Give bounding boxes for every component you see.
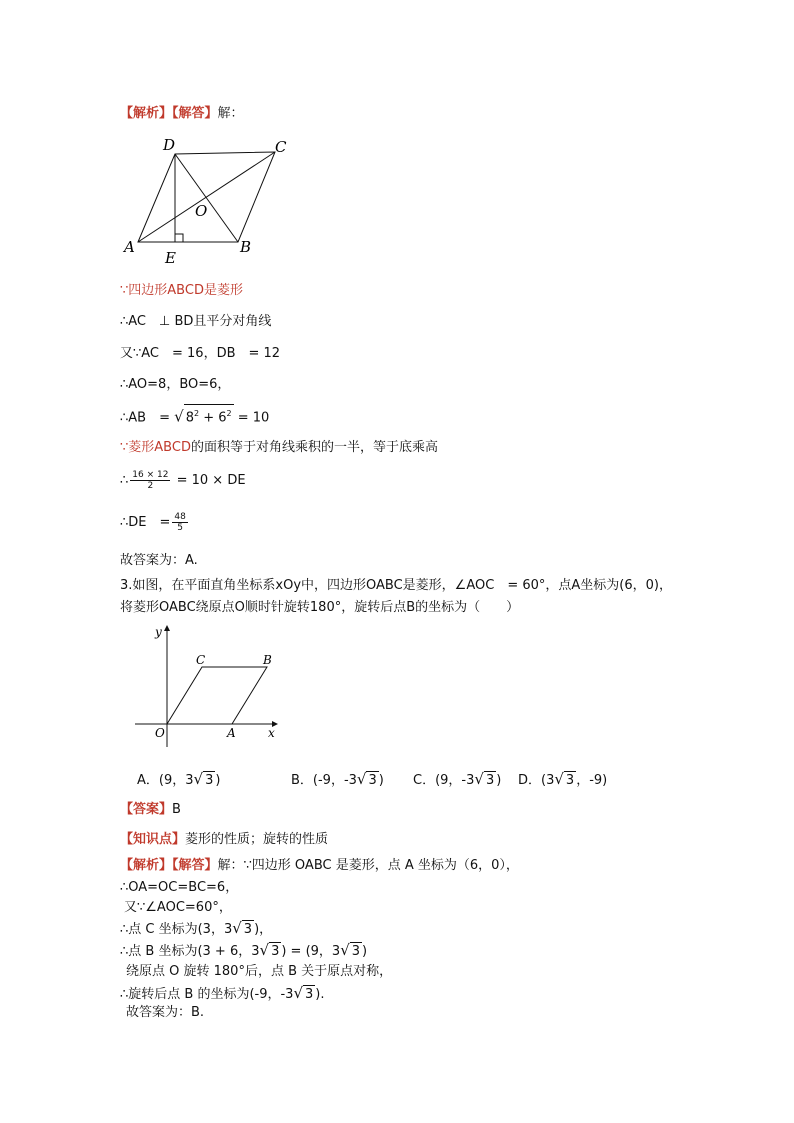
rhombus-abcd-figure (115, 132, 300, 267)
question-3-line-1: 3.如图，在平面直角坐标系xOy中，四边形OABC是菱形，∠AOC = 60°，点A坐标为(6，0)， (120, 578, 672, 593)
answer-line: 【答案】B (120, 802, 181, 817)
sol2-step-4: ∴点 B 坐标为(3 + 6，3√ 3 ) = (9，3√ 3 ) (120, 941, 368, 959)
label-d: D (163, 136, 176, 154)
conclusion-1: 故答案为：A. (120, 553, 198, 568)
option-a[interactable]: A．(9，3√ 3 ) (137, 770, 221, 788)
analysis-tag: 【解析】 (120, 106, 173, 121)
sol2-conclusion: 故答案为：B. (126, 1005, 205, 1020)
rhombus-oabc (167, 667, 267, 724)
sol2-step-3: ∴点 C 坐标为(3，3√ 3 )， (120, 919, 273, 937)
option-b[interactable]: B．(-9，-3√ 3 ) (291, 770, 384, 788)
solution-header (120, 105, 244, 123)
sol2-step-1: ∴OA=OC=BC=6， (120, 880, 239, 895)
step-3: 又∵AC = 16，DB = 12 (120, 346, 281, 361)
step-1: ∵四边形ABCD是菱形 (120, 283, 243, 298)
coordinate-figure (135, 622, 285, 747)
step-6: ∵菱形ABCD的面积等于对角线乘积的一半，等于底乘高 (120, 440, 438, 455)
step-5: ∴AB = √ $8^2 + 6^2 = 10$ (120, 404, 269, 427)
diagonal-db (175, 154, 238, 242)
label-x: x (268, 726, 275, 740)
option-d[interactable]: D．(3√ 3 ，-9) (518, 770, 608, 788)
solution-2-header: 【解析】【解答】解：∵四边形 OABC 是菱形，点 A 坐标为（6，0）， (120, 858, 519, 873)
diagonal-ac (138, 152, 275, 242)
step-8: ∴DE = $\frac{48}{5}$ (120, 512, 186, 533)
right-angle-mark (175, 234, 183, 242)
label-e: E (165, 249, 176, 267)
label-c: C (275, 138, 287, 156)
answer-tag: 【解答】 (172, 106, 218, 121)
header-text: 解： (217, 106, 244, 121)
step-7: ∴ $\frac{16 \times 12}{2}$ = 10 × DE (120, 470, 246, 491)
step-4: ∴AO=8，BO=6， (120, 377, 231, 392)
label-b: B (263, 653, 272, 667)
fraction: $\frac{48}{5}$ (174, 512, 186, 533)
option-c[interactable]: C．(9，-3√ 3 ) (413, 770, 502, 788)
label-b: B (240, 238, 252, 256)
sol2-step-5: 绕原点 O 旋转 180°后，点 B 关于原点对称， (126, 964, 393, 979)
label-y: y (155, 625, 162, 639)
sol2-step-2: 又∵∠AOC=60°， (124, 900, 232, 915)
sqrt-expression: $8^2 + 6^2$ (184, 404, 234, 427)
fraction: $\frac{16 \times 12}{2}$ (132, 470, 169, 491)
label-a: A (124, 238, 135, 256)
knowledge-point: 【知识点】菱形的性质；旋转的性质 (120, 832, 329, 847)
label-o: O (195, 202, 208, 220)
sol2-step-6: ∴旋转后点 B 的坐标为(-9，-3√ 3 ). (120, 984, 325, 1002)
step-2: ∴AC ⊥ BD且平分对角线 (120, 314, 272, 329)
label-a: A (227, 726, 236, 740)
question-3-line-2: 将菱形OABC绕原点O顺时针旋转180°，旋转后点B的坐标为（ ） (120, 600, 520, 615)
label-c: C (196, 653, 206, 667)
label-o: O (155, 726, 165, 740)
